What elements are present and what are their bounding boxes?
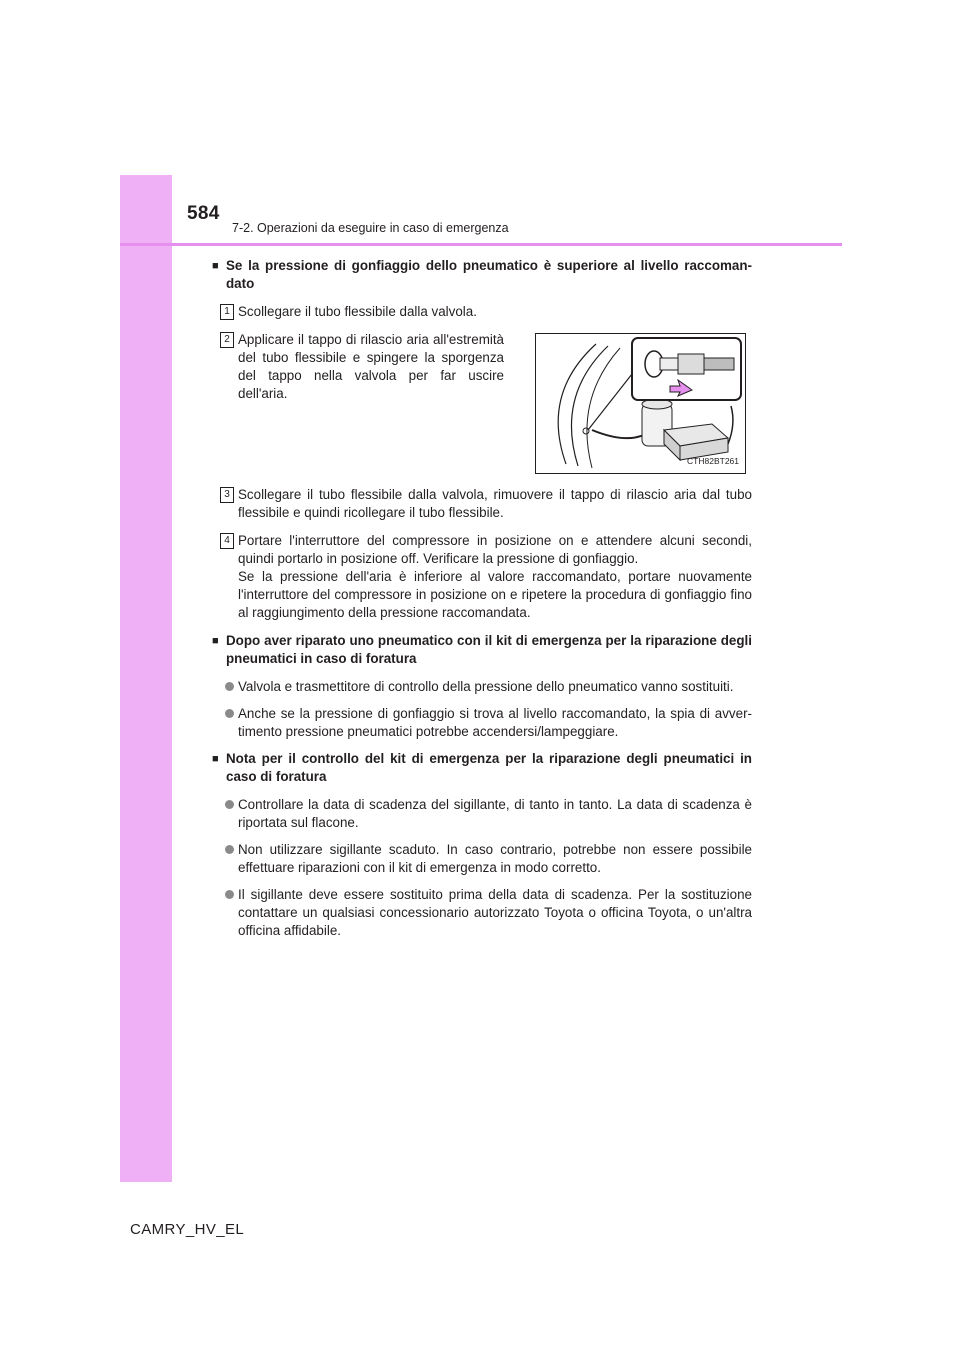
bullet-item xyxy=(212,886,752,940)
main-content xyxy=(212,257,752,949)
step-4 xyxy=(212,532,752,622)
bullet-text: Controllare la data di scadenza del sigillante, di tanto in tanto. La data di scadenza è riportata sul flacone. xyxy=(238,797,752,830)
heading-square-icon: ■ xyxy=(212,260,219,272)
document-code: CAMRY_HV_EL xyxy=(130,1221,245,1238)
heading-text: Se la pressione di gonfiaggio dello pneumatico è superiore al livello raccoman-dato xyxy=(226,258,752,291)
chapter-tab-sidebar xyxy=(120,175,172,1182)
bullet-dot-icon xyxy=(225,709,234,718)
step-number: 1 xyxy=(220,304,234,320)
heading-square-icon: ■ xyxy=(212,635,219,647)
step-2 xyxy=(212,331,752,474)
bullet-dot-icon xyxy=(225,845,234,854)
bullet-item xyxy=(212,841,752,877)
heading-text: Nota per il controllo del kit di emergenza per la riparazione degli pneumatici in caso di foratura xyxy=(226,751,752,784)
bullet-text: Anche se la pressione di gonfiaggio si trova al livello raccomandato, la spia di avver-timento pressione pneumatici potrebbe accendersi/lampeggiare. xyxy=(238,706,752,739)
bullet-dot-icon xyxy=(225,890,234,899)
header-rule xyxy=(120,243,842,246)
heading-overpressure xyxy=(212,257,752,293)
bullet-text: Valvola e trasmettitore di controllo della pressione dello pneumatico vanno sostituiti. xyxy=(238,679,734,694)
section-title: 7-2. Operazioni da eseguire in caso di emergenza xyxy=(232,221,509,235)
bullet-text: Non utilizzare sigillante scaduto. In caso contrario, potrebbe non essere possibile effettuare riparazioni con il kit di emergenza in modo corretto. xyxy=(238,842,752,875)
step-3 xyxy=(212,486,752,522)
heading-kit-check xyxy=(212,750,752,786)
figure-code: CTH82BT261 xyxy=(687,456,739,466)
step-number: 4 xyxy=(220,533,234,549)
step-text: Applicare il tappo di rilascio aria all'estremità del tubo flessibile e spingere la sporgenza del tappo nella valvola per far uscire dell'aria. xyxy=(238,332,504,401)
bullet-item xyxy=(212,678,752,696)
step-number: 2 xyxy=(220,332,234,348)
bullet-text: Il sigillante deve essere sostituito prima della data di scadenza. Per la sostituzione contattare un qualsiasi concessionario autorizzato Toyota o officina Toyota, o un'altra officina affidabile. xyxy=(238,887,752,938)
step-text: Portare l'interruttore del compressore in posizione on e attendere alcuni secondi, quindi portarlo in posizione off. Verificare la pressione di gonfiaggio. xyxy=(238,533,752,566)
page-number: 584 xyxy=(187,203,220,224)
bullet-item xyxy=(212,705,752,741)
heading-text: Dopo aver riparato uno pneumatico con il kit di emergenza per la riparazione degli pneumatici in caso di foratura xyxy=(226,633,752,666)
illustration-air-release-cap xyxy=(535,333,746,474)
heading-square-icon: ■ xyxy=(212,753,219,765)
step-text: Se la pressione dell'aria è inferiore al valore raccomandato, portare nuovamente l'interruttore del compressore in posizione on e ripetere la procedura di gonfiaggio fino al raggiungimento della pressione raccomandata. xyxy=(238,569,752,620)
step-1 xyxy=(212,303,752,321)
heading-after-repair xyxy=(212,632,752,668)
bullet-dot-icon xyxy=(225,682,234,691)
bullet-item xyxy=(212,796,752,832)
bullet-dot-icon xyxy=(225,800,234,809)
step-text: Scollegare il tubo flessibile dalla valvola. xyxy=(238,304,477,319)
step-text: Scollegare il tubo flessibile dalla valvola, rimuovere il tappo di rilascio aria dal tubo flessibile e quindi ricollegare il tubo flessibile. xyxy=(238,487,752,520)
step-number: 3 xyxy=(220,487,234,503)
